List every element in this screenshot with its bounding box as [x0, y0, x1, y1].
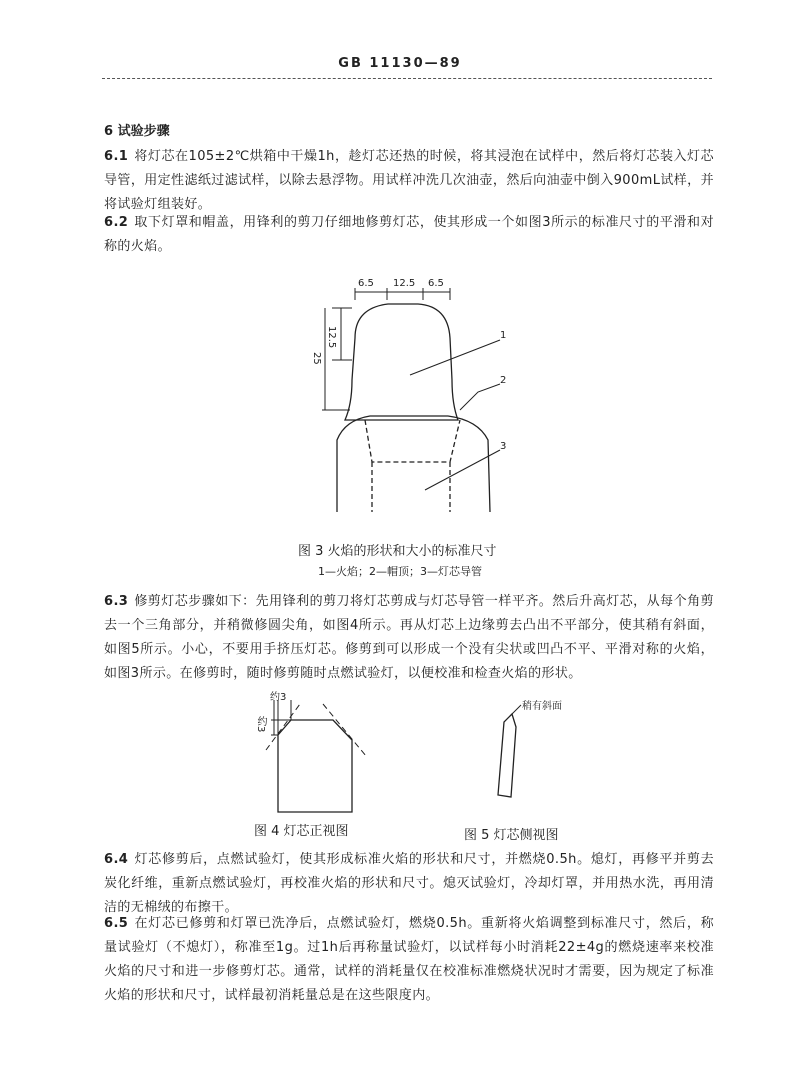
fig3-dim-vertical-total: 25	[311, 352, 322, 365]
figure-3-caption: 图 3 火焰的形状和大小的标准尺寸	[298, 544, 497, 559]
paragraph-text: 在灯芯已修剪和灯罩已洗净后，点燃试验灯，燃烧0.5h。重新将火焰调整到标准尺寸，然后，称量试验灯（不熄灯），称准至1g。过1h后再称量试验灯，以试样每小时消耗22±4g的燃烧速率来校准火焰的尺寸和进一步修剪灯芯。通常，试样的消耗量仅在校准标准燃烧状况时才需要，因为规定了标准火焰的形状和尺寸，试样最初消耗量总是在这些限度内。	[104, 916, 714, 1003]
fig5-label: 稍有斜面	[522, 701, 562, 712]
paragraph-number: 6.4	[104, 852, 129, 867]
paragraph-6-3	[104, 590, 714, 686]
paragraph-number: 6.3	[104, 594, 129, 609]
fig3-dim-middle: 12.5	[393, 278, 416, 289]
paragraph-6-1	[104, 145, 714, 217]
header-divider	[102, 78, 712, 79]
paragraph-text: 修剪灯芯步骤如下：先用锋利的剪刀将灯芯剪成与灯芯导管一样平齐。然后升高灯芯，从每个角剪去一个三角部分，并稍微修圆尖角，如图4所示。再从灯芯上边缘剪去凸出不平部分，使其稍有斜面，如图5所示。小心，不要用手挤压灯芯。修剪到可以形成一个没有尖状或凹凸不平、平滑对称的火焰，如图3所示。在修剪时，随时修剪随时点燃试验灯，以便校准和检查火焰的形状。	[104, 594, 714, 681]
figure-3-legend: 1—火焰；2—帽顶；3—灯芯导管	[318, 565, 482, 578]
paragraph-number: 6.1	[104, 149, 129, 164]
fig3-dim-right: 6.5	[428, 278, 444, 289]
section-title: 6 试验步骤	[104, 124, 170, 139]
fig4-dim-top: 约3	[270, 692, 287, 703]
paragraph-text: 取下灯罩和帽盖，用锋利的剪刀仔细地修剪灯芯，使其形成一个如图3所示的标准尺寸的平滑和对称的火焰。	[104, 215, 714, 254]
fig3-label-3: 3	[500, 441, 507, 452]
paragraph-6-4	[104, 848, 714, 920]
figure-4-caption: 图 4 灯芯正视图	[254, 824, 349, 839]
fig3-dim-vertical-upper: 12.5	[326, 326, 337, 349]
fig3-label-1: 1	[500, 330, 507, 341]
page-header: GB 11130—89	[338, 56, 462, 71]
paragraph-number: 6.2	[104, 215, 129, 230]
fig3-label-2: 2	[500, 375, 507, 386]
paragraph-6-5	[104, 912, 714, 1008]
paragraph-6-2	[104, 211, 714, 259]
fig4-dim-side: 约3	[255, 716, 266, 733]
figure-5-caption: 图 5 灯芯侧视图	[464, 828, 559, 843]
paragraph-text: 将灯芯在105±2℃烘箱中干燥1h，趁灯芯还热的时候，将其浸泡在试样中，然后将灯芯装入灯芯导管，用定性滤纸过滤试样，以除去悬浮物。用试样冲洗几次油壶，然后向油壶中倒入900mL试样，并将试验灯组装好。	[104, 149, 714, 212]
paragraph-text: 灯芯修剪后，点燃试验灯，使其形成标准火焰的形状和尺寸，并燃烧0.5h。熄灯，再修平并剪去炭化纤维，重新点燃试验灯，再校准火焰的形状和尺寸。熄灭试验灯，冷却灯罩，并用热水洗，再用清洁的无棉绒的布擦干。	[104, 852, 714, 915]
paragraph-number: 6.5	[104, 916, 129, 931]
fig3-dim-left: 6.5	[358, 278, 374, 289]
